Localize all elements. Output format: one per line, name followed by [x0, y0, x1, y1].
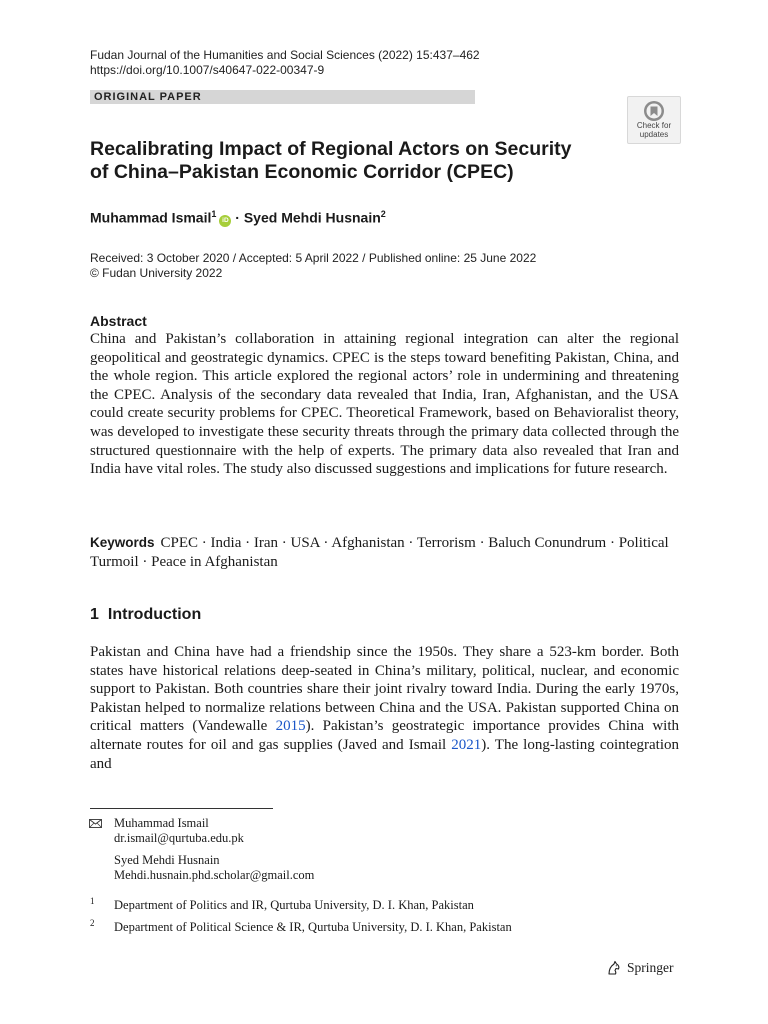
section-number: 1 — [90, 606, 99, 623]
affiliation-2: Department of Political Science & IR, Qurtuba University, D. I. Khan, Pakistan — [114, 920, 512, 934]
publication-history — [90, 251, 536, 281]
check-for-updates-label: Check for updates — [636, 121, 672, 139]
contact-email[interactable]: dr.ismail@qurtuba.edu.pk — [114, 831, 244, 845]
journal-header — [90, 48, 480, 78]
affiliation-1: Department of Politics and IR, Qurtuba University, D. I. Khan, Pakistan — [114, 898, 474, 912]
keywords-list: CPEC · India · Iran · USA · Afghanistan · Terrorism · Baluch Conundrum · Political Turmoil · Peace in Afghanistan — [90, 535, 669, 570]
intro-text-3: ). The long-lasting cointegration and — [90, 736, 679, 772]
title-line-1: Recalibrating Impact of Regional Actors on Security — [90, 138, 572, 160]
received-accepted-published: Received: 3 October 2020 / Accepted: 5 April 2022 / Published online: 25 June 2022 — [90, 251, 537, 265]
publisher-logo-text: Springer — [627, 960, 674, 975]
author-2-affiliation: 2 — [380, 209, 386, 219]
citation-link[interactable]: 2015 — [275, 718, 306, 735]
journal-citation: Fudan Journal of the Humanities and Social Sciences (2022) 15:437–462 — [90, 48, 480, 62]
section-heading — [90, 606, 201, 624]
keywords — [90, 534, 690, 571]
keywords-heading: Keywords — [90, 535, 155, 550]
author-separator: · — [235, 209, 240, 226]
author-1-affiliation: 1 — [211, 209, 217, 219]
envelope-icon — [89, 819, 102, 828]
affiliation-number: 1 — [90, 896, 95, 906]
doi-link[interactable]: https://doi.org/10.1007/s40647-022-00347-9 — [90, 63, 325, 77]
article-type-label: ORIGINAL PAPER — [94, 91, 202, 103]
abstract-text: China and Pakistan’s collaboration in attaining regional integration can alter the regional geopolitical and geostrategic dynamics. CPEC is the steps toward benefiting Pakistan, China, and the whole region. This article explored the regional actors’ role in undermining and threatening the CPEC. Analysis of the secondary data revealed that India, Iran, Afghanistan, and the USA could create security problems for CPEC. Theoretical Framework, based on Behavioralist theory, was developed to investigate these security threats through the primary data collected through the structured questionnaire with the help of experts. The primary data also revealed that Iran and India have vital roles. The study also discussed suggestions and implications for future research. — [90, 331, 679, 478]
section-title: Introduction — [107, 606, 202, 623]
intro-text-2: ). Pakistan’s geostrategic importance provides China with alternate routes for oil and gas supplies (Javed and Ismail — [90, 718, 679, 753]
bookmark-icon — [643, 100, 665, 122]
intro-text-1: Pakistan and China have had a friendship since the 1950s. They share a 523-km border. Both states have historical relations deep-seated in China’s military, political, nuclear, and economic support to Pakistan. Both countries share their joint rivalry toward India. During the early 1970s, Pakistan helped to normalize relations between China and the USA. Pakistan supported China on critical matters (Vandewalle — [90, 644, 679, 735]
article-type-band — [90, 90, 475, 104]
copyright: © Fudan University 2022 — [90, 266, 223, 280]
title-line-2: of China–Pakistan Economic Corridor (CPEC) — [90, 161, 514, 183]
footnote-divider — [90, 808, 273, 809]
contact-name: Syed Mehdi Husnain — [114, 853, 220, 867]
author-list — [90, 209, 386, 227]
contact-name: Muhammad Ismail — [114, 816, 209, 830]
citation-link[interactable]: 2021 — [451, 736, 482, 753]
contact-email[interactable]: Mehdi.husnain.phd.scholar@gmail.com — [114, 868, 315, 882]
author-1[interactable]: Muhammad Ismail — [90, 209, 212, 226]
affiliation-number: 2 — [90, 918, 95, 928]
author-2[interactable]: Syed Mehdi Husnain — [243, 209, 381, 226]
corresponding-author-1 — [114, 816, 244, 846]
introduction-paragraph — [90, 643, 679, 773]
article-title — [90, 138, 610, 184]
abstract-heading: Abstract — [90, 313, 147, 329]
orcid-icon[interactable]: iD — [219, 215, 231, 227]
check-for-updates-badge[interactable] — [627, 96, 681, 144]
springer-horse-icon — [606, 960, 622, 976]
corresponding-author-2 — [114, 853, 314, 883]
